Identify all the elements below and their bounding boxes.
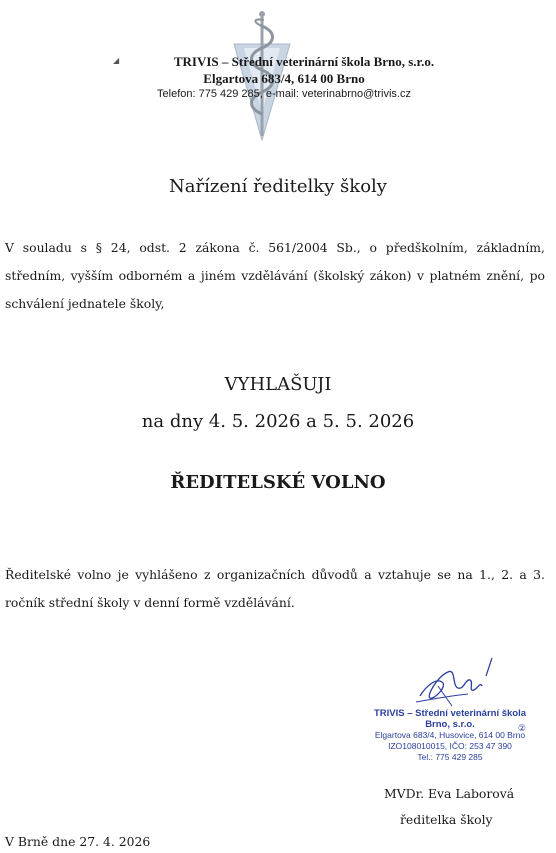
stamp-number: ② [517, 723, 526, 733]
declaration-word: VYHLAŠUJI [224, 374, 332, 395]
declaration-dates: na dny 4. 5. 2026 a 5. 5. 2026 [141, 411, 415, 432]
stamp-name-suffix [360, 719, 540, 733]
handwritten-signature [408, 656, 503, 716]
place-and-date: V Brně dne 27. 4. 2026 [5, 834, 151, 849]
stamp-name-suffix-text: Brno, s.r.o. [425, 719, 475, 730]
stamp-phone: Tel.: 775 429 285 [417, 752, 483, 762]
stamp-name: TRIVIS – Střední veterinární škola [373, 708, 527, 719]
document-title: Nařízení ředitelky školy [169, 176, 387, 197]
stamp-address: Elgartova 683/4, Husovice, 614 00 Brno [374, 730, 526, 740]
signer-name: MVDr. Eva Laborová [384, 786, 515, 801]
school-name: TRIVIS – Střední veterinární škola Brno, s.r.o. [173, 54, 435, 69]
school-contact: Telefon: 775 429 285, e-mail: veterinabrno@trivis.cz [157, 88, 411, 100]
anchor-marker-icon: ◢ [113, 56, 120, 65]
signer-role: ředitelka školy [400, 812, 493, 827]
stamp-ids: IZO108010015, IČO: 253 47 390 [388, 741, 512, 751]
school-stamp [360, 708, 540, 763]
body-paragraph: Ředitelské volno je vyhlášeno z organizačních důvodů a vztahuje se na 1., 2. a 3. ročník střední školy v denní formě vzdělávání. [5, 567, 545, 610]
intro-paragraph: V souladu s § 24, odst. 2 zákona č. 561/2004 Sb., o předškolním, základním, středním, vyšším odborném a jiném vzdělávání (školský zákon) v platném znění, po schválení jednatele školy, [5, 240, 545, 311]
school-address: Elgartova 683/4, 614 00 Brno [203, 71, 365, 86]
leave-heading: ŘEDITELSKÉ VOLNO [170, 472, 386, 493]
